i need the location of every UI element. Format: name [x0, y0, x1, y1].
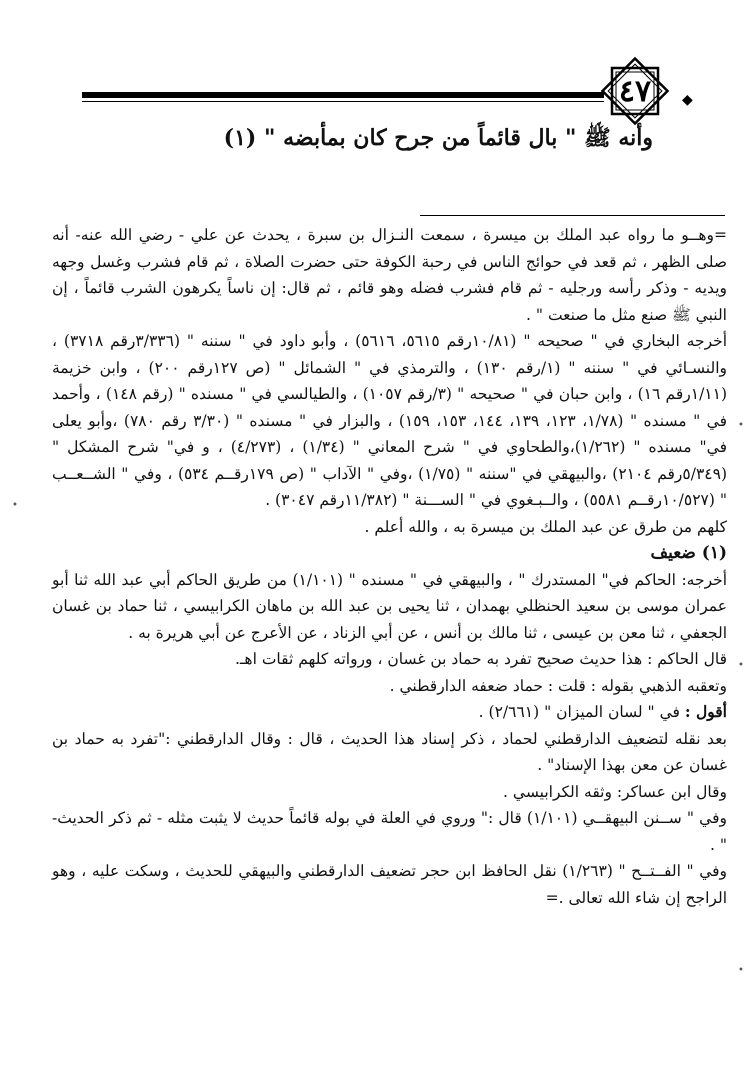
aqulu-text: في " لسان الميزان " (٢/٦٦١) .	[478, 703, 680, 721]
page-number: ٤٧	[618, 73, 652, 109]
margin-dot-icon: •	[12, 500, 18, 511]
footnote-separator	[420, 215, 725, 216]
paragraph: قال الحاكم : هذا حديث صحيح تفرد به حماد بن غسان ، ورواته كلهم ثقات اهـ.	[234, 650, 727, 668]
margin-dot-icon: •	[738, 420, 744, 431]
paragraph: بعد نقله لتضعيف الدارقطني لحماد ، ذكر إسناد هذا الحديث ، قال : وقال الدارقطني :"تفرد به حماد بن غسان عن معن بهذا الإسناد" .	[52, 729, 727, 774]
page-number-badge	[600, 56, 670, 126]
paragraph: وتعقبه الذهبي بقوله : قلت : حماد ضعفه الدارقطني .	[389, 676, 727, 695]
header-rule-thick	[82, 92, 604, 98]
side-mark-icon: ◆	[682, 92, 693, 108]
aqulu-label: أقول :	[684, 702, 727, 721]
paragraph: =وهــو ما رواه عبد الملك بن ميسرة ، سمعت النـزال بن سبرة ، يحدث عن علي - رضي الله عنه- أنه صلى الظهر ، ثم قعد في حوائج الناس في رحبة الكوفة حتى حضرت الصلاة ، ثم قام فشرب وغسل وجهه ويديه - وذكر رأسه ورجليه - ثم قام فشرب فضله وهو قائم ، ثم قال: إن ناساً يكرهون الشرب قائماً ، إن النبي ﷺ صنع مثل ما صنعت " .	[52, 226, 727, 324]
chapter-heading: وأنه ﷺ " بال قائماً من جرح كان بمأبضه " (١)	[223, 125, 653, 151]
paragraph: أخرجه البخاري في " صحيحه " (١٠/٨١رقم ٥٦١٥، ٥٦١٦) ، وأبو داود في " سننه " (٣/٣٣٦رقم ٣٧١٨) ، والنسـائي في " سننه " (١/رقم ١٣٠) ، والترمذي في " الشمائل " (ص ١٢٧رقم ٢٠٠) ، وابن خزيمة (١/١١رقم ١٦) ، وابن حبان في " صحيحه " (٣/رقم ١٠٥٧) ، والطيالسي في " مسنده " (رقم ١٤٨) ، وأحمد في " مسنده " (١/٧٨، ١٢٣، ١٣٩، ١٤٤، ١٥٣، ١٥٩) ، والبزار في " مسنده " (٣/٣٠ رقم ٧٨٠) ،وأبو يعلى في" مسنده " (١/٢٦٢)،والطحاوي في " شرح المعاني " (١/٣٤) ، (٤/٢٧٣) ، و في" شرح المشكل " (٥/٣٤٩رقم ٢١٠٤) ،والبيهقي في "سننه " (١/٧٥) ،وفي " الآداب " (ص ١٧٩رقــم ٥٣٤) ، وفي " الشــعــب " (١٠/٥٢٧رقــم ٥٥٨١) ، والــبـغوي في " الســـنة " (١١/٣٨٢رقم ٣٠٤٧) .	[52, 332, 728, 509]
paragraph: كلهم من طرق عن عبد الملك بن ميسرة به ، والله أعلم .	[364, 517, 727, 536]
paragraph: أخرجه: الحاكم في" المستدرك " ، والبيهقي في " مسنده " (١/١٠١) من طريق الحاكم أبي عبد الله ثنا أبو عمران موسى بن سعيد الحنظلي بهمدان ، ثنا يحيى بن عبد الله بن ماهان الكرابيسي ، ثنا حماد بن غسان الجعفي ، ثنا معن بن عيسى ، ثنا مالك بن أنس ، عن أبي الزناد ، عن الأعرج عن أبي هريرة به .	[52, 570, 728, 642]
section-heading: (١) ضعيف	[650, 543, 727, 563]
margin-dot-icon: •	[738, 965, 744, 976]
margin-dot-icon: •	[738, 660, 744, 671]
header-rule-thin	[82, 101, 604, 102]
footnote-body	[52, 222, 727, 911]
paragraph: وفي " الفــتــح " (١/٢٦٣) نقل الحافظ ابن حجر تضعيف الدارقطني والبيهقي للحديث ، وسكت عليه ، وهو الراجح إن شاء الله تعالى .=	[52, 862, 728, 907]
paragraph: وقال ابن عساكر: وثقه الكرابيسي .	[503, 782, 727, 801]
aqulu-paragraph	[52, 699, 727, 726]
paragraph: وفي " ســنن البيهقــي (١/١٠١) قال :" وروي في العلة في بوله قائماً حديث لا يثبت مثله - ثم ذكر الحديث-" .	[52, 809, 727, 854]
